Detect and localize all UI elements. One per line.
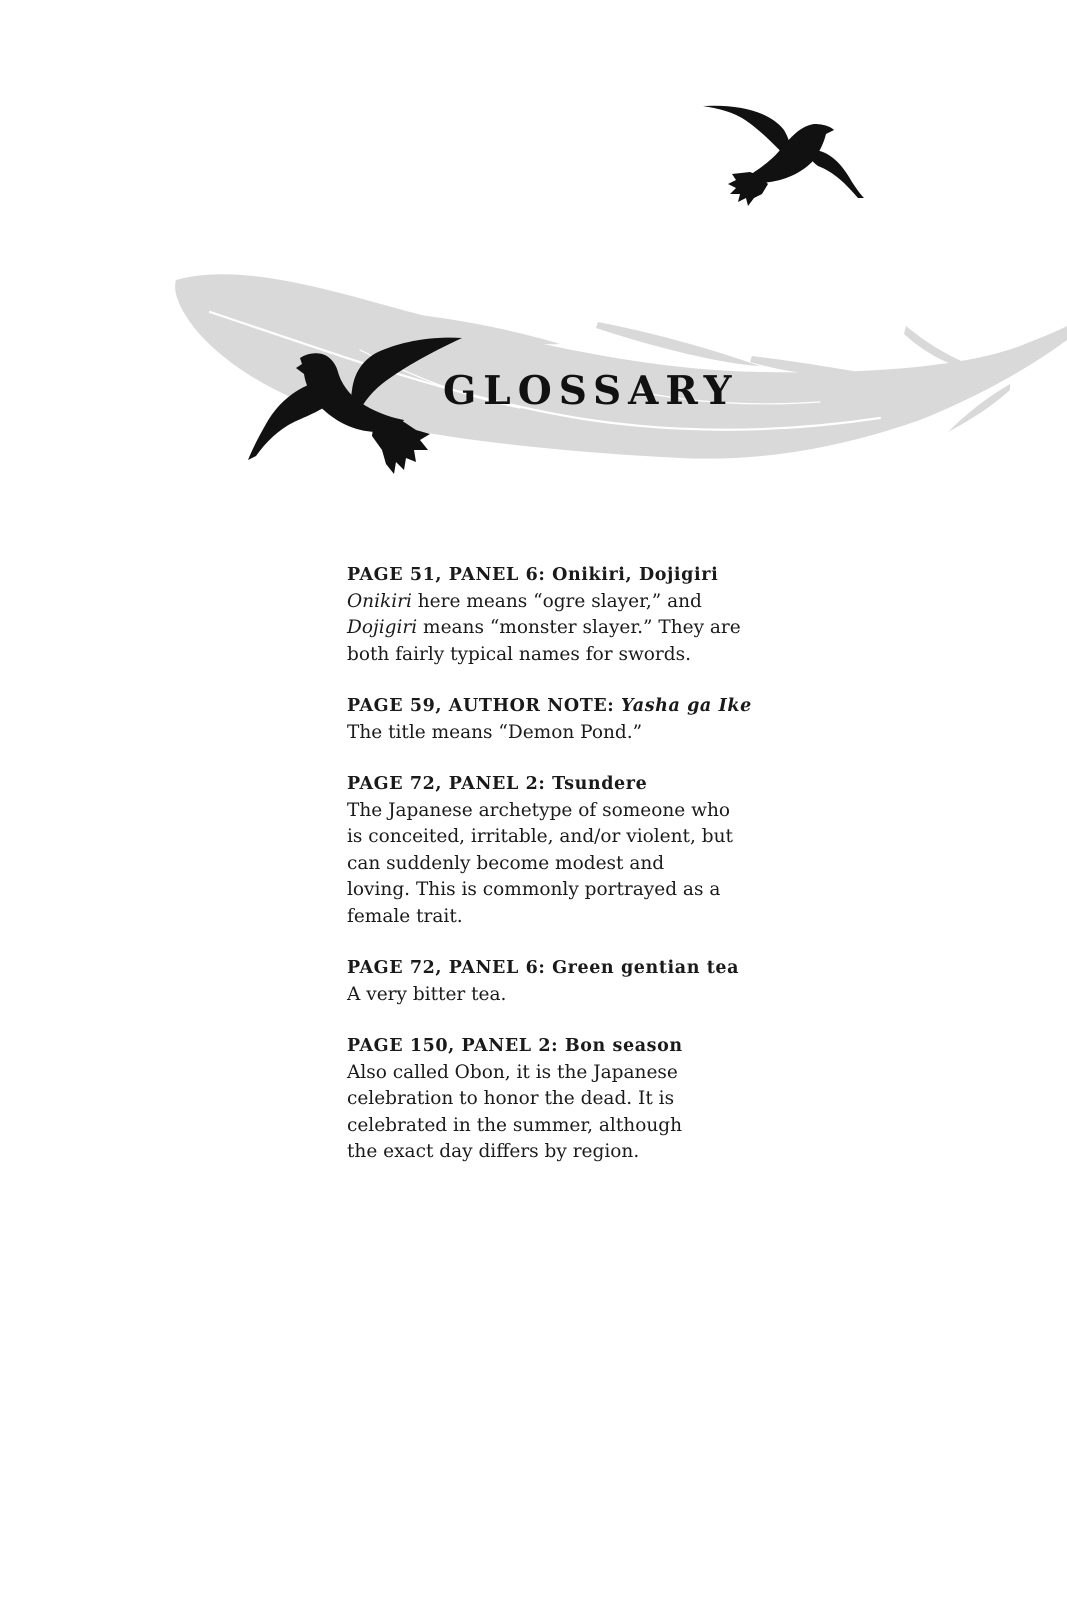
page-title: GLOSSARY [443, 368, 739, 414]
entry-text-line: loving. This is commonly portrayed as a [347, 879, 721, 900]
bird-wing [808, 150, 864, 198]
entry-text-line: celebrated in the summer, although [347, 1114, 683, 1136]
entry-heading-italic: Yasha ga Ike [621, 696, 752, 716]
glossary-entry [347, 1033, 767, 1166]
entry-text-line: celebration to honor the dead. It is [347, 1088, 675, 1109]
entry-text-line: both fairly typical names for swords. [347, 643, 691, 665]
entry-heading-main: PAGE 150, PANEL 2: Bon season [347, 1036, 683, 1056]
entry-text-line: The title means “Demon Pond.” [347, 721, 643, 743]
glossary-entry [347, 693, 767, 746]
bird-wing [703, 106, 791, 160]
glossary-entry [347, 955, 767, 1008]
entry-text-line: the exact day differs by region. [347, 1141, 640, 1162]
entry-text-line: The Japanese archetype of someone who [347, 799, 730, 821]
entry-heading-main: PAGE 72, PANEL 2: Tsundere [347, 774, 648, 794]
entry-heading [347, 771, 767, 798]
entry-heading-main: PAGE 59, AUTHOR NOTE: [347, 696, 622, 716]
entry-heading [347, 1033, 767, 1060]
header-artwork [0, 0, 1067, 520]
entry-heading-main: PAGE 72, PANEL 6: Green gentian tea [347, 958, 740, 978]
glossary-list [347, 562, 767, 1191]
entry-text-line: female trait. [347, 905, 463, 927]
glossary-entry [347, 562, 767, 668]
entry-text-line: A very bitter tea. [347, 983, 507, 1005]
entry-text-line: Also called Obon, it is the Japanese [347, 1061, 678, 1083]
glossary-entry [347, 771, 767, 930]
bird-silhouette-small [703, 106, 864, 206]
entry-heading-main: PAGE 51, PANEL 6: Onikiri, Dojigiri [347, 565, 719, 585]
entry-text-line: is conceited, irritable, and/or violent, but [347, 826, 733, 847]
entry-heading [347, 693, 767, 720]
term-italic: Onikiri [347, 590, 412, 612]
term-italic: Dojigiri [347, 617, 418, 638]
entry-text-line: Onikiri here means “ogre slayer,” and [347, 590, 702, 612]
entry-heading [347, 562, 767, 589]
entry-heading [347, 955, 767, 982]
entry-text-line: can suddenly become modest and [347, 852, 665, 874]
entry-text-line: Dojigiri means “monster slayer.” They are [347, 617, 741, 638]
